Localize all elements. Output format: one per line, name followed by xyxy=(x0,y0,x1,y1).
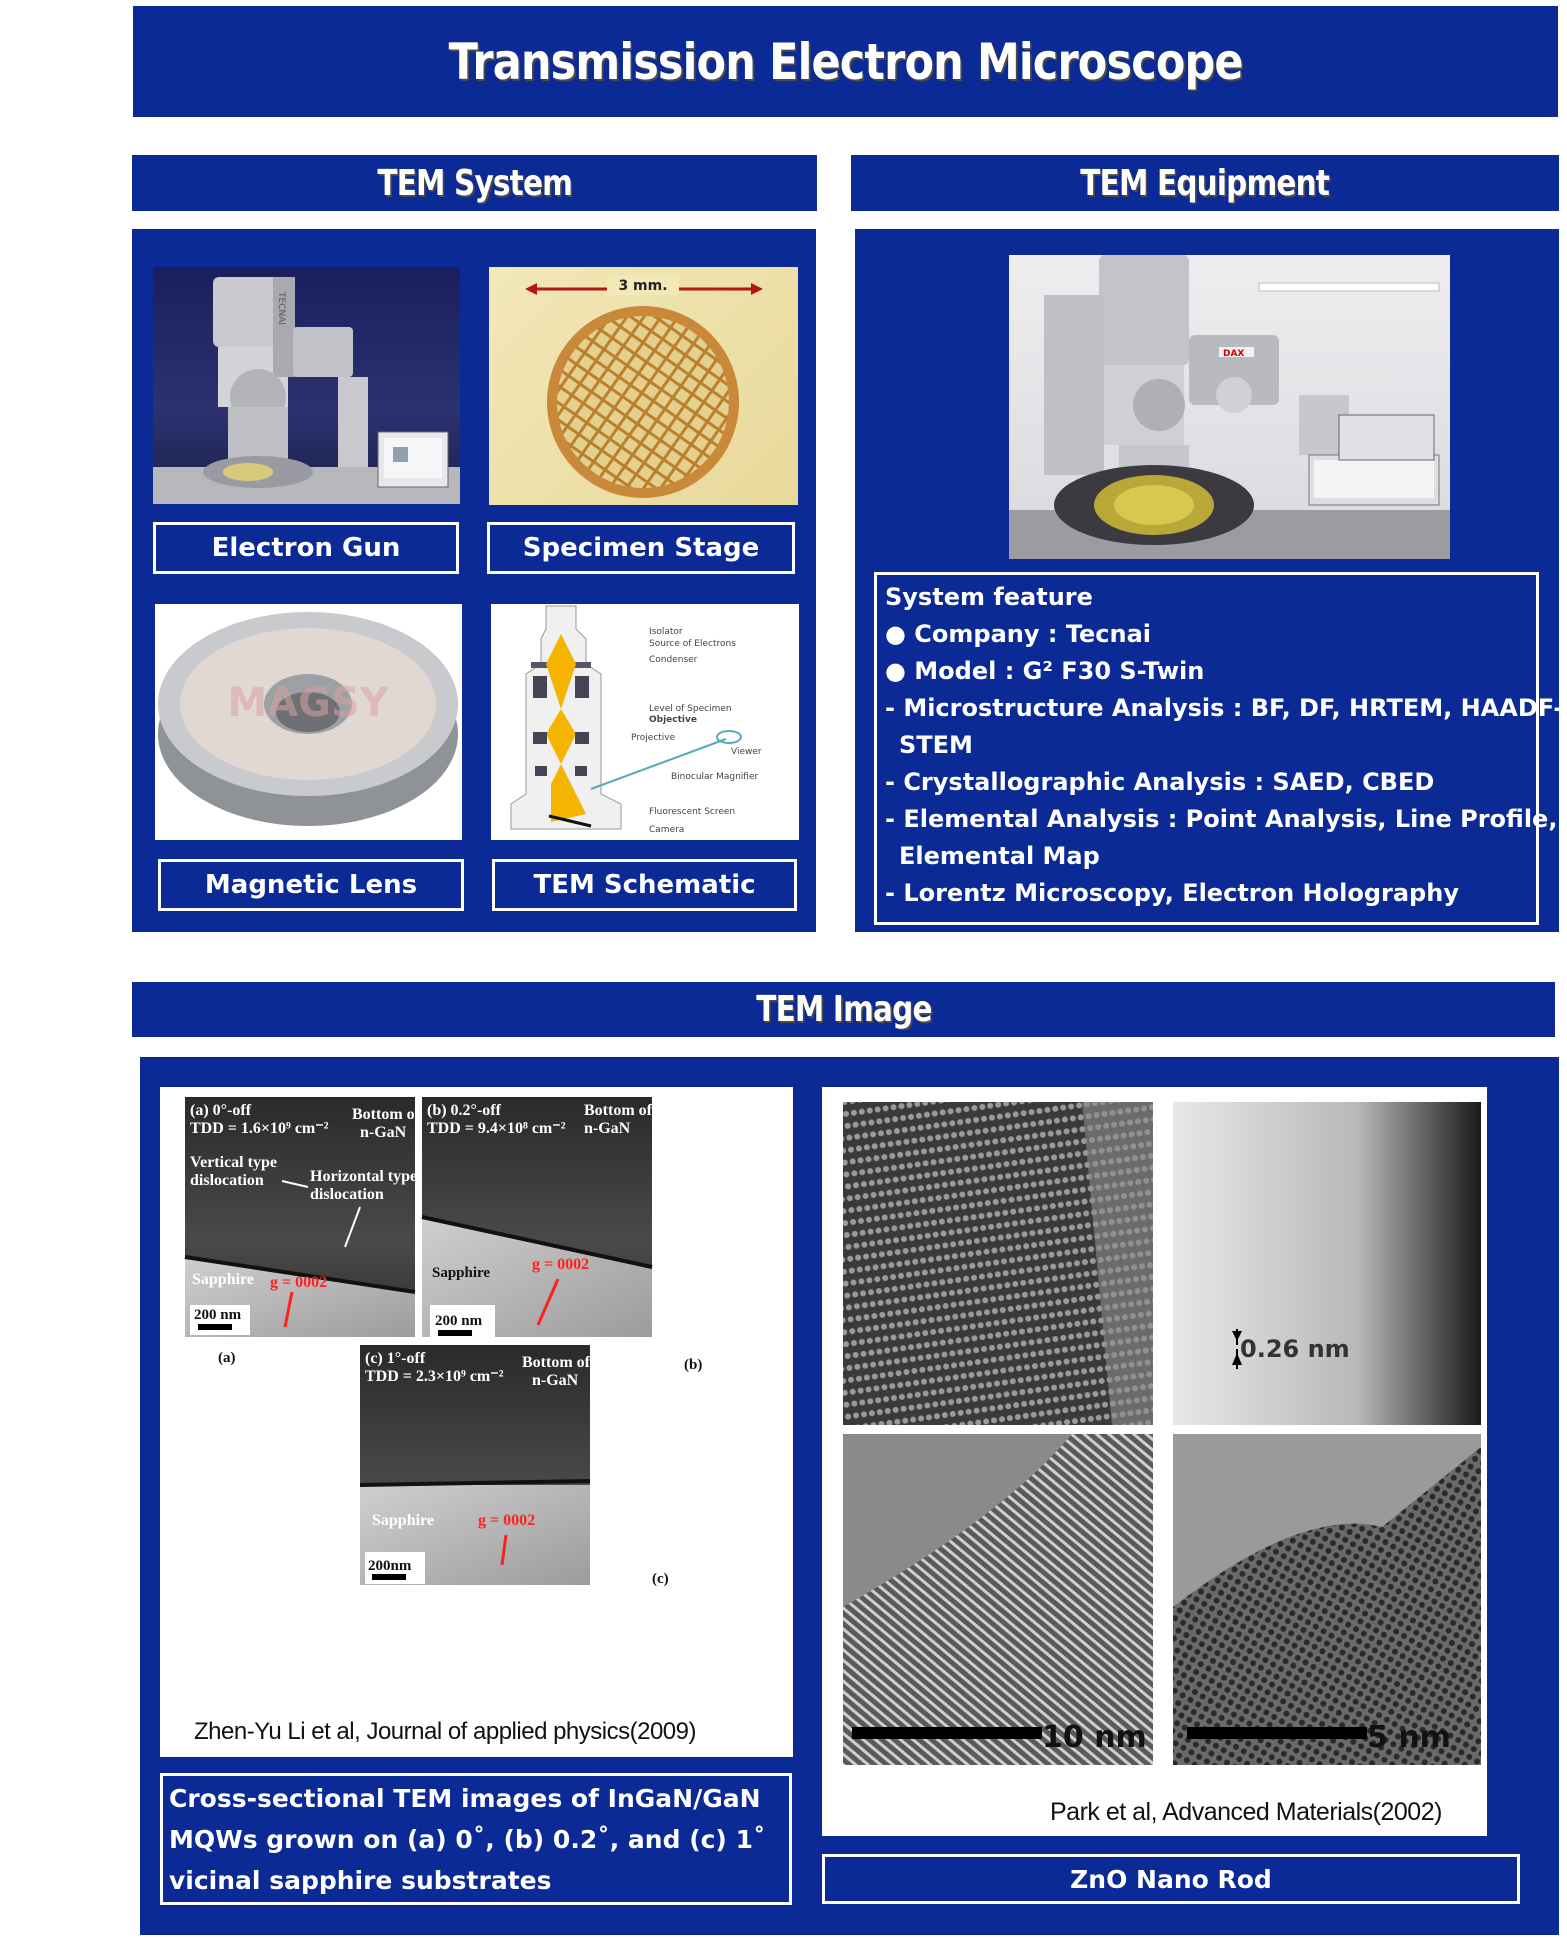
page-title: Transmission Electron Microscope xyxy=(448,32,1243,91)
ingan-caption-box xyxy=(160,1773,792,1905)
schematic-specimen-level: Level of Specimen xyxy=(649,704,732,714)
svg-text:Sapphire: Sapphire xyxy=(432,1265,491,1281)
main-header-bar xyxy=(133,6,1558,117)
electron-gun-label: Electron Gun xyxy=(153,522,459,574)
svg-text:(c) 1°-off: (c) 1°-off xyxy=(365,1350,426,1367)
svg-text:n-GaN: n-GaN xyxy=(360,1124,407,1141)
magnetic-lens-label: Magnetic Lens xyxy=(158,859,464,911)
schematic-viewer: Viewer xyxy=(731,747,762,757)
svg-text:10 nm: 10 nm xyxy=(1042,1720,1147,1755)
hrtem-lattice-bottom-right xyxy=(1173,1434,1481,1765)
svg-text:Sapphire: Sapphire xyxy=(372,1512,434,1529)
svg-text:g = 0002: g = 0002 xyxy=(270,1274,328,1291)
left-citation: Zhen-Yu Li et al, Journal of applied physics(2009) xyxy=(194,1718,696,1745)
magnetic-lens-photo xyxy=(155,604,462,840)
tem-panel-c xyxy=(360,1345,591,1585)
hrtem-lattice-bottom-left xyxy=(843,1434,1153,1765)
schematic-source: Source of Electrons xyxy=(649,639,736,649)
feature-title: System feature xyxy=(885,583,1093,611)
svg-text:n-GaN: n-GaN xyxy=(584,1120,631,1137)
schematic-objective: Objective xyxy=(649,715,697,725)
svg-text:Sapphire: Sapphire xyxy=(192,1271,254,1288)
hrtem-lattice-top-right xyxy=(1173,1102,1481,1425)
panel-a-letter: (a) xyxy=(218,1350,236,1366)
system-feature-box xyxy=(874,572,1564,925)
feature-line: - Elemental Analysis : Point Analysis, Line Profile, xyxy=(885,805,1558,833)
svg-text:TDD = 2.3×10⁹ cm⁻²: TDD = 2.3×10⁹ cm⁻² xyxy=(365,1368,504,1385)
feature-line: - Lorentz Microscopy, Electron Holography xyxy=(885,879,1459,907)
tem-system-title: TEM System xyxy=(377,162,572,204)
dax-badge: DAX xyxy=(1223,349,1245,359)
ingan-figure xyxy=(160,1087,793,1757)
svg-text:Bottom of: Bottom of xyxy=(584,1102,652,1119)
tem-image-header xyxy=(132,982,1555,1037)
panel-b-letter: (b) xyxy=(684,1357,703,1373)
caption-line: Cross-sectional TEM images of InGaN/GaN xyxy=(169,1784,761,1813)
svg-text:(a) 0°-off: (a) 0°-off xyxy=(190,1102,252,1119)
tem-equipment-title: TEM Equipment xyxy=(1080,162,1330,204)
feature-line: ● Company : Tecnai xyxy=(885,620,1152,648)
stage-scale-text: 3 mm. xyxy=(618,278,668,294)
schematic-projective: Projective xyxy=(631,733,676,743)
tem-system-header xyxy=(132,155,817,211)
tem-schematic-label: TEM Schematic xyxy=(492,859,797,911)
feature-line: ● Model : G² F30 S-Twin xyxy=(885,657,1205,685)
feature-line: - Microstructure Analysis : BF, DF, HRTEM, HAADF- xyxy=(885,694,1564,722)
svg-text:(b) 0.2°-off: (b) 0.2°-off xyxy=(427,1102,501,1119)
schematic-screen: Fluorescent Screen xyxy=(649,807,736,817)
svg-text:200nm: 200nm xyxy=(368,1558,412,1574)
svg-text:200 nm: 200 nm xyxy=(194,1307,242,1323)
svg-text:n-GaN: n-GaN xyxy=(532,1372,579,1389)
feature-line: STEM xyxy=(899,731,973,759)
zno-figure xyxy=(822,1087,1487,1836)
zno-nano-rod-label: ZnO Nano Rod xyxy=(822,1854,1520,1904)
feature-line: Elemental Map xyxy=(899,842,1100,870)
svg-text:5 nm: 5 nm xyxy=(1367,1720,1451,1755)
tem-image-title: TEM Image xyxy=(755,989,932,1030)
tem-panel-a xyxy=(185,1097,421,1337)
svg-text:Bottom of: Bottom of xyxy=(522,1354,590,1371)
svg-text:g = 0002: g = 0002 xyxy=(532,1256,590,1273)
svg-text:dislocation: dislocation xyxy=(310,1186,384,1203)
tem-equipment-photo xyxy=(1009,255,1450,559)
svg-text:200 nm: 200 nm xyxy=(435,1313,483,1329)
specimen-stage-photo xyxy=(489,267,798,505)
svg-text:0.26 nm: 0.26 nm xyxy=(1240,1335,1350,1363)
tecnai-brand-text: TECNAI xyxy=(276,292,286,326)
schematic-binocular: Binocular Magnifier xyxy=(671,772,759,782)
svg-text:TDD = 1.6×10⁹ cm⁻²: TDD = 1.6×10⁹ cm⁻² xyxy=(190,1120,329,1137)
caption-line: MQWs grown on (a) 0˚, (b) 0.2˚, and (c) 1˚ xyxy=(169,1825,766,1854)
panel-c-letter: (c) xyxy=(652,1571,669,1587)
specimen-stage-label: Specimen Stage xyxy=(487,522,795,574)
schematic-condenser: Condenser xyxy=(649,655,698,665)
svg-text:TDD = 9.4×10⁸ cm⁻²: TDD = 9.4×10⁸ cm⁻² xyxy=(427,1120,566,1137)
schematic-camera: Camera xyxy=(649,825,685,835)
svg-text:Vertical type: Vertical type xyxy=(190,1154,277,1171)
tem-panel-b xyxy=(422,1097,653,1337)
caption-line: vicinal sapphire substrates xyxy=(169,1866,552,1895)
svg-text:dislocation: dislocation xyxy=(190,1172,264,1189)
tem-schematic-diagram xyxy=(491,604,799,840)
svg-text:Bottom of: Bottom of xyxy=(352,1106,420,1123)
feature-line: - Crystallographic Analysis : SAED, CBED xyxy=(885,768,1435,796)
schematic-isolator: Isolator xyxy=(649,627,683,637)
svg-text:g = 0002: g = 0002 xyxy=(478,1512,536,1529)
lens-watermark: MAGSY xyxy=(227,680,389,726)
tem-equipment-header xyxy=(851,155,1559,211)
right-citation: Park et al, Advanced Materials(2002) xyxy=(1050,1798,1442,1826)
electron-gun-photo xyxy=(153,267,460,504)
svg-text:Horizontal type: Horizontal type xyxy=(310,1168,418,1185)
